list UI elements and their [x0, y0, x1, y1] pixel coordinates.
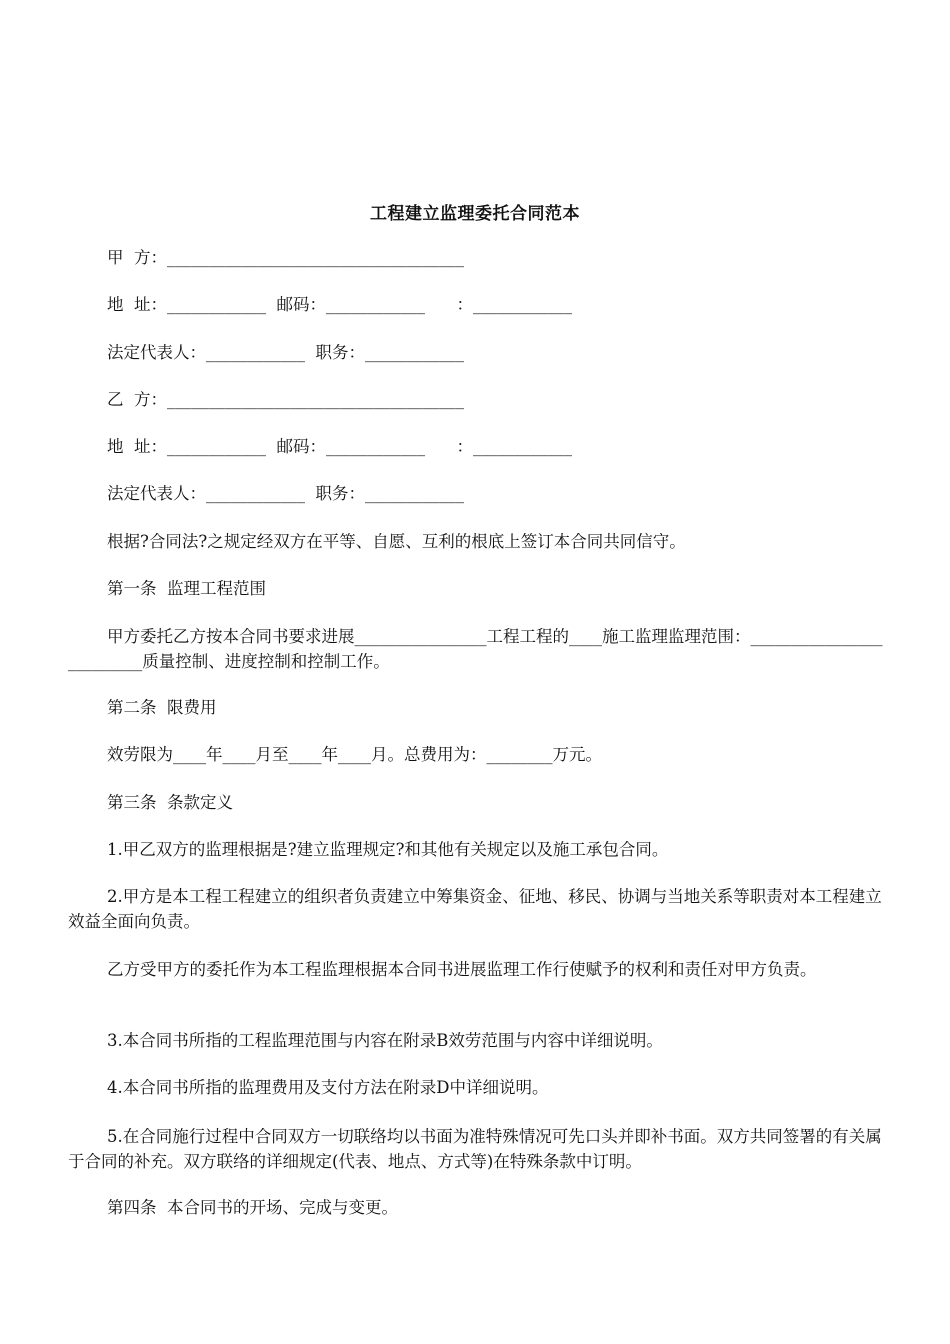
article-2-heading: 第二条 限费用 — [107, 698, 217, 717]
clause-5: 5.在合同施行过程中合同双方一切联络均以书面为准特殊情况可先口头并即补书面。双方共同签署的有关属于合同的补充。双方联络的详细规定(代表、地点、方式等)在特殊条款中订明。 — [68, 1127, 882, 1171]
article-4-heading: 第四条 本合同书的开场、完成与变更。 — [107, 1198, 398, 1217]
article-1-heading: 第一条 监理工程范围 — [107, 579, 266, 598]
article-2-body: 效劳限为____年____月至____年____月。总费用为：________万元。 — [107, 745, 602, 764]
party-b-address-line: 地 址：____________ 邮码：____________ ：____________ — [107, 437, 572, 456]
clause-4: 4.本合同书所指的监理费用及支付方法在附录D中详细说明。 — [107, 1078, 549, 1097]
document-title: 工程建立监理委托合同范本 — [370, 204, 580, 224]
party-a-address-line: 地 址：____________ 邮码：____________ ：____________ — [107, 295, 572, 314]
clause-3: 3.本合同书所指的工程监理范围与内容在附录B效劳范围与内容中详细说明。 — [107, 1031, 663, 1050]
party-a-line: 甲 方：____________________________________ — [107, 248, 464, 267]
intro-paragraph: 根据?合同法?之规定经双方在平等、自愿、互利的根底上签订本合同共同信守。 — [107, 532, 686, 551]
clause-2-continued: 乙方受甲方的委托作为本工程监理根据本合同书进展监理工作行使赋予的权利和责任对甲方负责。 — [107, 960, 817, 979]
clause-1: 1.甲乙双方的监理根据是?建立监理规定?和其他有关规定以及施工承包合同。 — [107, 840, 669, 859]
clause-2: 2.甲方是本工程工程建立的组织者负责建立中筹集资金、征地、移民、协调与当地关系等职责对本工程建立效益全面向负责。 — [68, 887, 882, 931]
party-b-line: 乙 方：____________________________________ — [107, 390, 464, 409]
article-3-heading: 第三条 条款定义 — [107, 793, 233, 812]
party-b-representative-line: 法定代表人：____________ 职务：____________ — [107, 484, 464, 503]
article-1-body: 甲方委托乙方按本合同书要求进展________________工程工程的____施工监理监理范围：_________________________质量控制、进度控制和控制工作。 — [68, 627, 883, 671]
party-a-representative-line: 法定代表人：____________ 职务：____________ — [107, 343, 464, 362]
